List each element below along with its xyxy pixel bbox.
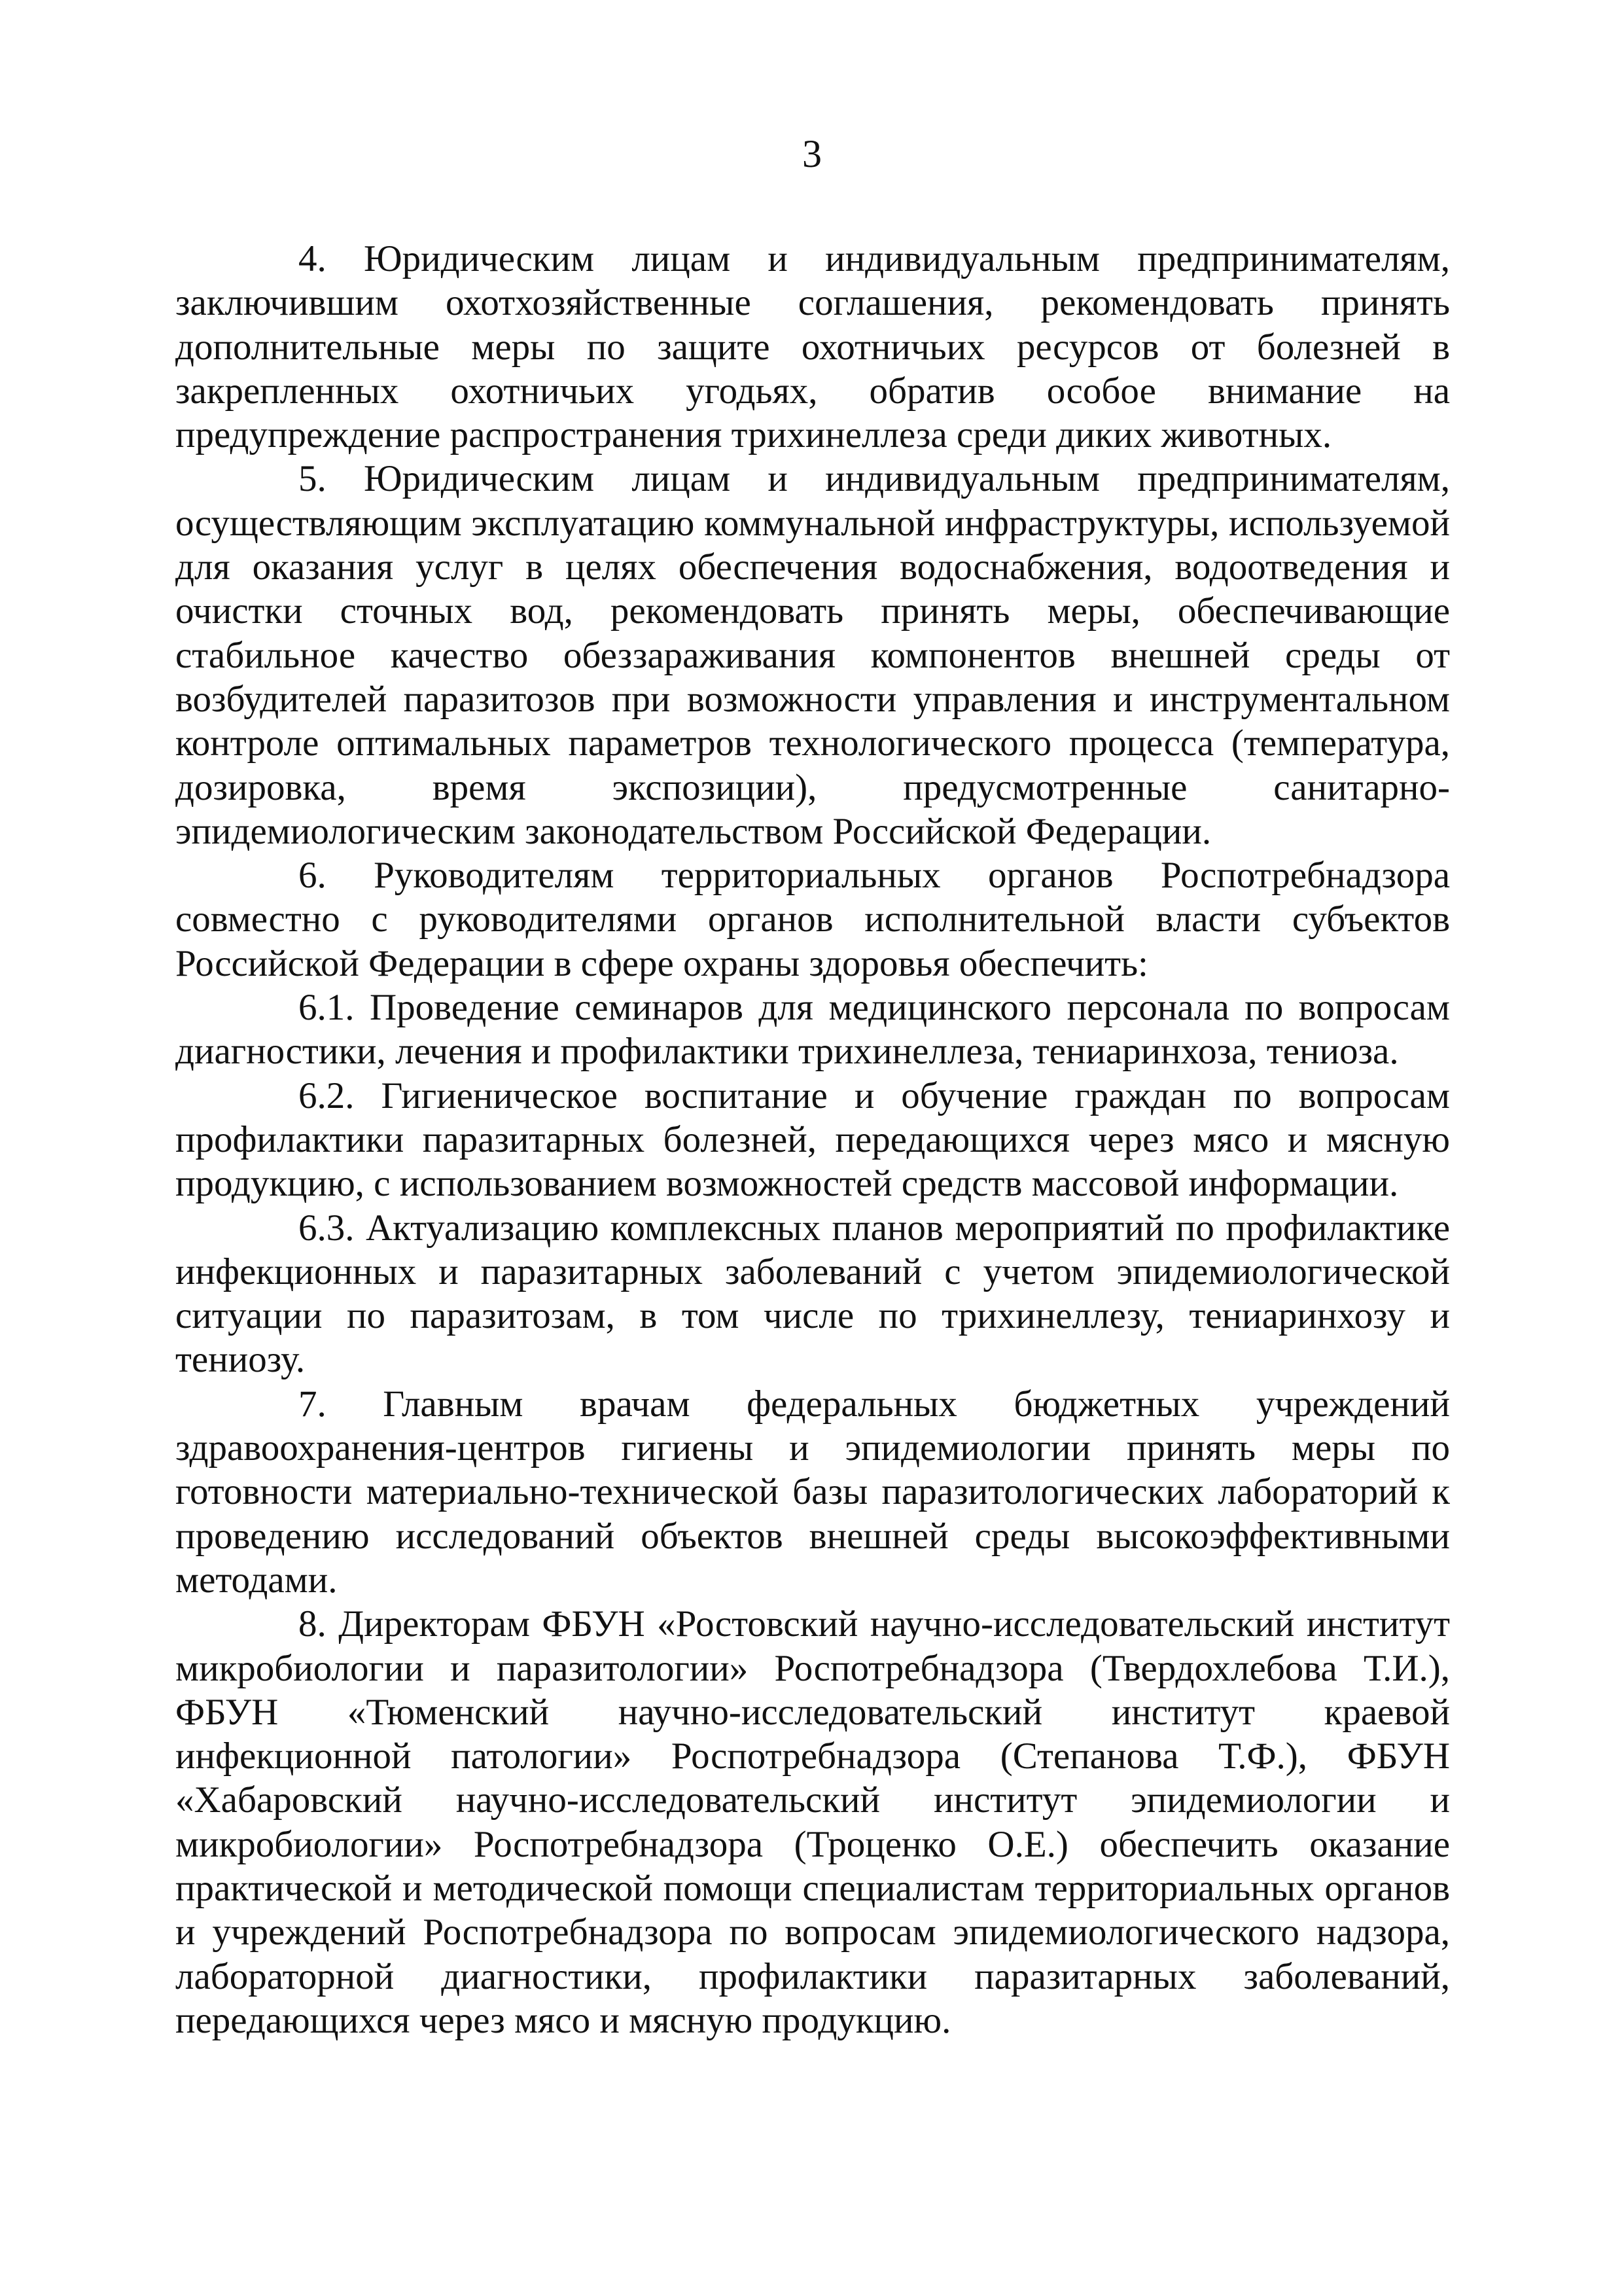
paragraph-4: 4. Юридическим лицам и индивидуальным предпринимателям, заключившим охотхозяйственные соглашения, рекомендовать принять дополнительные меры по защите охотничьих ресурсов от болезней в закрепленных охотничьих угодьях, обратив особое внимание на предупреждение распространения трихинеллеза среди диких животных. [175,238,1450,456]
paragraph-6-2: 6.2. Гигиеническое воспитание и обучение граждан по вопросам профилактики паразитарных болезней, передающихся через мясо и мясную продукцию, с использованием возможностей средств массовой информации. [175,1075,1450,1205]
document-body [175,237,1450,2042]
paragraph-6: 6. Руководителям территориальных органов Роспотребнадзора совместно с руководителями органов исполнительной власти субъектов Российской Федерации в сфере охраны здоровья обеспечить: [175,855,1450,984]
paragraph-6-1: 6.1. Проведение семинаров для медицинского персонала по вопросам диагностики, лечения и профилактики трихинеллеза, тениаринхоза, тениоза. [175,987,1450,1073]
paragraph-5: 5. Юридическим лицам и индивидуальным предпринимателям, осуществляющим эксплуатацию коммунальной инфраструктуры, используемой для оказания услуг в целях обеспечения водоснабжения, водоотведения и очистки сточных вод, рекомендовать принять меры, обеспечивающие стабильное качество обеззараживания компонентов внешней среды от возбудителей паразитозов при возможности управления и инструментальном контроле оптимальных параметров технологического процесса (температура, дозировка, время экспозиции), предусмотренные санитарно-эпидемиологическим законодательством Российской Федерации. [175,458,1450,852]
paragraph-6-3: 6.3. Актуализацию комплексных планов мероприятий по профилактике инфекционных и паразитарных заболеваний с учетом эпидемиологической ситуации по паразитозам, в том числе по трихинеллезу, тениаринхозу и тениозу. [175,1207,1450,1381]
page-number: 3 [802,132,822,175]
paragraph-7: 7. Главным врачам федеральных бюджетных учреждений здравоохранения-центров гигиены и эпидемиологии принять меры по готовности материально-технической базы паразитологических лабораторий к проведению исследований объектов внешней среды высокоэффективными методами. [175,1383,1450,1601]
paragraph-8: 8. Директорам ФБУН «Ростовский научно-исследовательский институт микробиологии и паразитологии» Роспотребнадзора (Твердохлебова Т.И.), ФБУН «Тюменский научно-исследовательский институт краевой инфекционной патологии» Роспотребнадзора (Степанова Т.Ф.), ФБУН «Хабаровский научно-исследовательский институт эпидемиологии и микробиологии» Роспотребнадзора (Троценко О.Е.) обеспечить оказание практической и методической помощи специалистам территориальных органов и учреждений Роспотребнадзора по вопросам эпидемиологического надзора, лабораторной диагностики, профилактики паразитарных заболеваний, передающихся через мясо и мясную продукцию. [175,1603,1450,2041]
